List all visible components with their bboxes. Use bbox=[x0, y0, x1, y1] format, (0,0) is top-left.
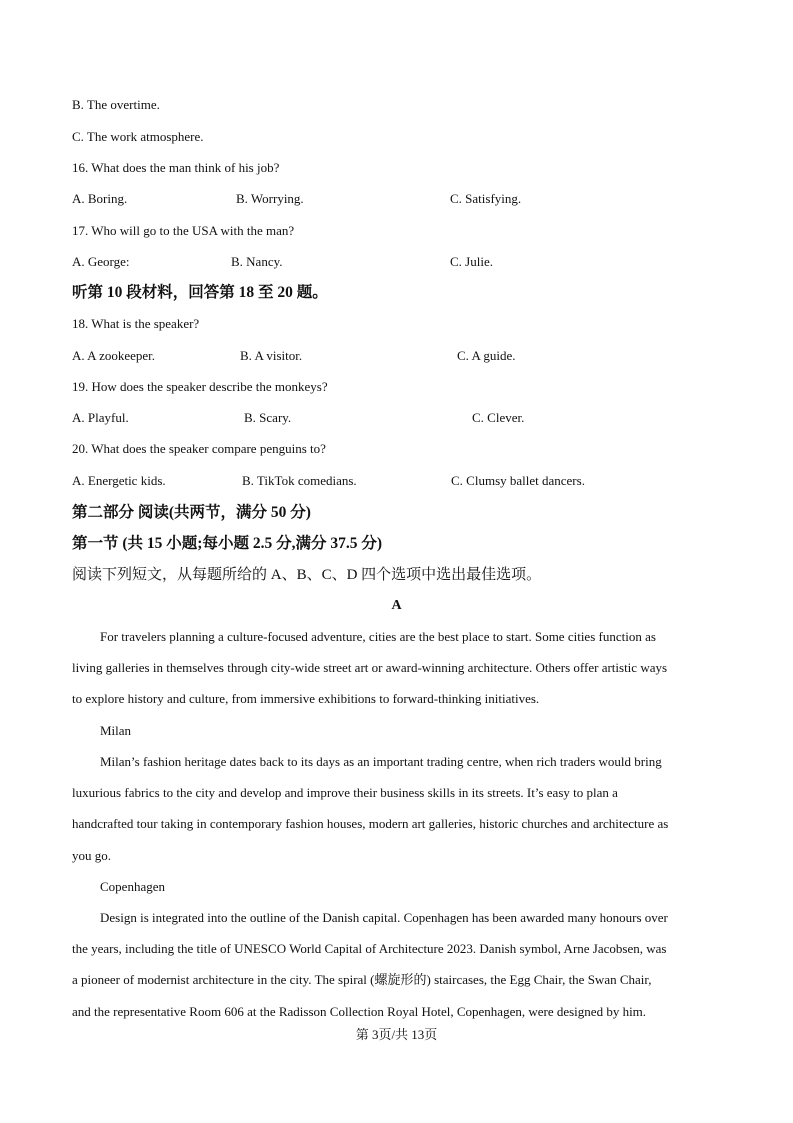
reading-part-header: 第二部分 阅读(共两节，满分 50 分) bbox=[72, 504, 311, 521]
option-line bbox=[72, 128, 204, 146]
paragraph-line: handcrafted tour taking in contemporary fashion houses, modern art galleries, historic churches and architecture as bbox=[72, 816, 669, 831]
paragraph-line: luxurious fabrics to the city and develop and improve their business skills in its streets. It’s easy to plan a bbox=[72, 785, 618, 800]
q17-option-b: B. Nancy. bbox=[231, 254, 283, 269]
q20-option-b: B. TikTok comedians. bbox=[242, 473, 357, 488]
reading-section-header: 第一节 (共 15 小题;每小题 2.5 分,满分 37.5 分) bbox=[72, 535, 382, 552]
q18-option-a: A. A zookeeper. bbox=[72, 348, 156, 363]
passage-title: A bbox=[391, 598, 402, 613]
paragraph-line: Milan’s fashion heritage dates back to its days as an important trading centre, when rich traders would bring bbox=[100, 754, 662, 769]
q18-option-b: B. A visitor. bbox=[240, 348, 303, 363]
milan-heading: Milan bbox=[100, 723, 132, 738]
paragraph-line: and the representative Room 606 at the Radisson Collection Royal Hotel, Copenhagen, were designed by him. bbox=[72, 1004, 647, 1019]
q15-option-b: B. The overtime. bbox=[72, 97, 160, 112]
question-16: 16. What does the man think of his job? bbox=[72, 160, 280, 175]
question-20: 20. What does the speaker compare penguins to? bbox=[72, 441, 326, 456]
q19-option-a: A. Playful. bbox=[72, 410, 129, 425]
q15-option-c: C. The work atmosphere. bbox=[72, 129, 204, 144]
q16-option-c: C. Satisfying. bbox=[450, 191, 522, 206]
q19-option-c: C. Clever. bbox=[472, 410, 525, 425]
paragraph-line: living galleries in themselves through city-wide street art or award-winning architecture. Others offer artistic ways bbox=[72, 660, 668, 675]
paragraph-line: For travelers planning a culture-focused adventure, cities are the best place to start. Some cities function as bbox=[100, 629, 656, 644]
paragraph-line: to explore history and culture, from immersive exhibitions to forward-thinking initiatives. bbox=[72, 691, 540, 706]
q20-option-c: C. Clumsy ballet dancers. bbox=[451, 473, 585, 488]
paragraph-line: the years, including the title of UNESCO World Capital of Architecture 2023. Danish symbol, Arne Jacobsen, was bbox=[72, 941, 667, 956]
paragraph-line: a pioneer of modernist architecture in the city. The spiral (螺旋形的) staircases, the Egg Chair, the Swan Chair, bbox=[72, 972, 652, 987]
q17-option-a: A. George: bbox=[72, 254, 130, 269]
page-number: 第 3页/共 13页 bbox=[355, 1027, 438, 1042]
question-18: 18. What is the speaker? bbox=[72, 316, 200, 331]
option-line bbox=[72, 96, 160, 114]
q16-option-b: B. Worrying. bbox=[236, 191, 304, 206]
reading-instruction: 阅读下列短文，从每题所给的 A、B、C、D 四个选项中选出最佳选项。 bbox=[72, 567, 542, 583]
question-17: 17. Who will go to the USA with the man? bbox=[72, 223, 295, 238]
q18-option-c: C. A guide. bbox=[457, 348, 516, 363]
q20-option-a: A. Energetic kids. bbox=[72, 473, 166, 488]
q16-option-a: A. Boring. bbox=[72, 191, 128, 206]
question-19: 19. How does the speaker describe the monkeys? bbox=[72, 379, 328, 394]
q19-option-b: B. Scary. bbox=[244, 410, 292, 425]
q17-option-c: C. Julie. bbox=[450, 254, 493, 269]
copenhagen-heading: Copenhagen bbox=[100, 879, 165, 894]
section-10-header: 听第 10 段材料，回答第 18 至 20 题。 bbox=[72, 284, 328, 301]
paragraph-line: you go. bbox=[72, 848, 111, 863]
paragraph-line: Design is integrated into the outline of the Danish capital. Copenhagen has been awarded many honours over bbox=[100, 910, 668, 925]
